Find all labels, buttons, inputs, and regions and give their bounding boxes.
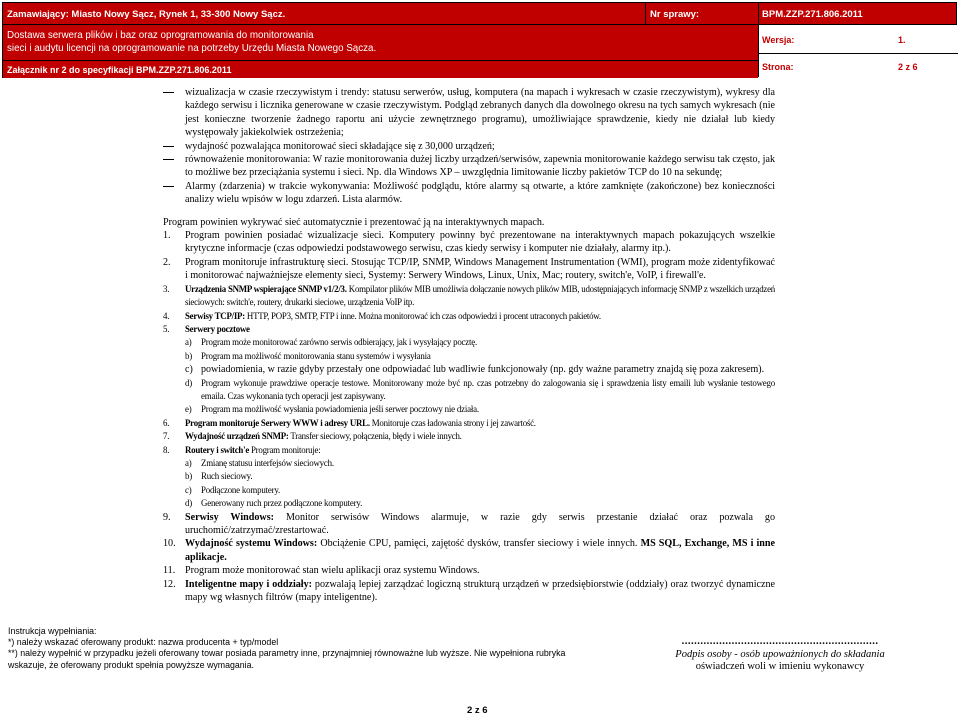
list-item: 3. Urządzenia SNMP wspierające SNMP v1/2/3. Kompilator plików MIB umożliwia dołączanie nowych plików MIB, udostępniających informację SNMP z wszelkich urządzeń sieciowych: switch'e, routery, drukarki sieciowe, urządzenia VoIP itp.	[163, 283, 775, 308]
order-description-line-1: Dostawa serwera plików i baz oraz oprogramowania do monitorowania	[7, 30, 314, 41]
list-item: 2. Program monitoruje infrastrukturę sieci. Stosując TCP/IP, SNMP, Windows Management Instrumentation (WMI), program może zidentyfikować i monitorować najważniejsze elementy sieci, Systemy: Serwery Windows, Linux, Unix, Mac; routery, switch'e, VoIP, i firewall'e.	[163, 256, 775, 282]
filling-instructions	[8, 626, 628, 671]
list-item: 8. Routery i switch'e Program monitoruje: a) Zmianę statusu interfejsów sieciowych. b) Ruch sieciowy. c) Podłączone komputery. d) Generowany ruch przez podłączone komputery.	[163, 444, 775, 511]
sub-item: c) powiadomienia, w razie gdyby przestały one odpowiadać lub wadliwie funkcjonowały (np. gdy ważne parametry znajdą się poza zakresem).	[185, 364, 765, 376]
signature-caption-1: Podpis osoby - osób upoważnionych do składania	[675, 648, 885, 660]
requirements-list	[163, 229, 775, 604]
order-description-line-2: sieci i audytu licencji na oprogramowanie na potrzeby Urzędu Miasta Nowego Sącza.	[7, 43, 377, 54]
attachment-label: Załącznik nr 2 do specyfikacji BPM.ZZP.271.806.2011	[7, 65, 232, 75]
page-number: 2 z 6	[467, 705, 488, 716]
mail-sublist	[185, 336, 775, 416]
list-item: 4. Serwisy TCP/IP: HTTP, POP3, SMTP, FTP i inne. Można monitorować ich czas odpowiedzi i procent utraconych pakietów.	[163, 310, 601, 321]
list-item: 1. Program powinien posiadać wizualizacje sieci. Komputery powinny być prezentowane na interaktywnych mapach pokazujących wszelkie krytyczne informacje (czas odpowiedzi podstawowego serwisu, czas kiedy serwisy i komputer nie działały, alarmy itp.).	[163, 230, 775, 255]
list-item: 7. Wydajność urządzeń SNMP: Transfer sieciowy, połączenia, błędy i wiele innych.	[163, 431, 462, 442]
header-divider-1	[645, 3, 646, 25]
instructions-note-3: wskazuje, że oferowany produkt spełnia powyższe wymagania.	[8, 659, 254, 670]
version-label: Wersja:	[762, 35, 795, 45]
list-item: 10. Wydajność systemu Windows: Obciążenie CPU, pamięci, zajętość dysków, transfer sieciowy i wiele innych. MS SQL, Exchange, MS i inne aplikacje.	[163, 538, 775, 563]
router-sublist	[185, 457, 775, 511]
version-divider	[758, 53, 958, 54]
dash-item: wizualizacja w czasie rzeczywistym i trendy: statusu serwerów, usług, komputera (na mapach i wykresach w czasie rzeczywistym), wykresy dla każdego serwisu i licznika generowane w czasie rzeczywistym. Podgląd zebranych danych dla dowolnego okresu na tych samych wykresach (nie jest konieczne tworzenie żadnego raportu ani użycie zewnętrznego programu), umożliwiające sprawdzenie, kiedy nie działał lub kiedy występowały jakiekolwiek ostrzeżenia;	[163, 86, 775, 140]
instructions-note-2: **) należy wypełnić w przypadku jeżeli oferowany towar posiada parametry inne, przynajmniej równoważne lub wyższe. Nie wypełniona rubryka	[8, 648, 566, 659]
version-box	[758, 25, 958, 78]
intro-paragraph: Program powinien wykrywać sieć automatycznie i prezentować ją na interaktywnych mapach.	[163, 216, 545, 228]
instructions-title: Instrukcja wypełniania:	[8, 626, 97, 636]
page-label: Strona:	[762, 62, 794, 72]
signature-block	[660, 636, 900, 674]
sub-item: e) Program ma możliwość wysłania powiadomienia jeśli serwer pocztowy nie działa.	[185, 404, 479, 415]
list-item: 6. Program monitoruje Serwery WWW i adresy URL. Monitoruje czas ładowania strony i jej zawartość.	[163, 417, 536, 428]
sub-item: c) Podłączone komputery.	[185, 484, 281, 495]
version-value: 1.	[898, 35, 906, 45]
dash-item: wydajność pozwalająca monitorować sieci składające się z 30,000 urządzeń;	[163, 140, 775, 153]
dash-item: równoważenie monitorowania: W razie monitorowania dużej liczby urządzeń/serwisów, zapewnia monitorowanie każdego serwisu tak często, jak to możliwe bez przeciążania systemu i sieci. Np. dla Windows XP – uwzględnia limitowanie liczby pakietów TCP do 10 na sekundę;	[163, 153, 775, 180]
list-item: 5. Serwery pocztowe a) Program może monitorować zarówno serwis odbierający, jak i wysyłający pocztę. b) Program ma możliwość monitorowania stanu systemów i wysyłania c) powiadomienia, w razie gdyby przestały one odpowiadać lub wadliwie funkcjonowały (np. gdy ważne parametry znajdą się poza zakresem). d) Program wykonuje prawdziwe operacje testowe. Monitorowany może być np. czas potrzebny do zalogowania się i sprawdzenia listy emaili lub wysłanie testowego emaila. Czas wykonania tych operacji jest zapisywany. e) Program ma możliwość wysłania powiadomienia jeśli serwer pocztowy nie działa.	[163, 323, 775, 417]
list-item: 11. Program może monitorować stan wielu aplikacji oraz systemu Windows.	[163, 565, 480, 577]
sub-item: a) Program może monitorować zarówno serwis odbierający, jak i wysyłający pocztę.	[185, 337, 478, 348]
list-item: 9. Serwisy Windows: Monitor serwisów Windows alarmuje, w razie gdy serwis przestanie działać oraz pozwala go uruchomić/zatrzymać/zrestartować.	[163, 511, 776, 536]
list-item: 12. Inteligentne mapy i oddziały: pozwalają lepiej zarządzać logiczną strukturą urządzeń w przedsiębiorstwie (oddziały) oraz tworzyć dynamiczne mapy wg własnych filtrów (mapy inteligentne).	[163, 578, 775, 604]
case-number-value: BPM.ZZP.271.806.2011	[762, 9, 863, 20]
sub-item: d) Program wykonuje prawdziwe operacje testowe. Monitorowany może być np. czas potrzebny do zalogowania się i sprawdzenia listy emaili lub wysłanie testowego emaila. Czas wykonania tych operacji jest zapisywany.	[185, 377, 775, 401]
header-divider-2	[758, 3, 759, 77]
feature-dash-list	[163, 86, 775, 207]
instructions-note-1: *) należy wskazać oferowany produkt: nazwa producenta + typ/model	[8, 637, 279, 648]
header-top-row	[3, 3, 956, 25]
sub-item: a) Zmianę statusu interfejsów sieciowych.	[185, 457, 334, 468]
document-header	[2, 2, 957, 78]
sub-item: b) Ruch sieciowy.	[185, 471, 253, 482]
sub-item: d) Generowany ruch przez podłączone komputery.	[185, 498, 363, 509]
case-number-label: Nr sprawy:	[650, 9, 700, 20]
sub-item: b) Program ma możliwość monitorowania stanu systemów i wysyłania	[185, 350, 431, 361]
dash-item: Alarmy (zdarzenia) w trakcie wykonywania: Możliwość podglądu, które alarmy są otwarte, a które zamknięte (zakończone) bez konieczności analizy wielu wpisów w logu zdarzeń. Lista alarmów.	[163, 180, 775, 207]
order-description	[7, 29, 376, 55]
page-value: 2 z 6	[898, 62, 918, 72]
signature-line: ...............................................................	[681, 636, 879, 647]
client-info: Zamawiający: Miasto Nowy Sącz, Rynek 1, 33-300 Nowy Sącz.	[7, 9, 286, 20]
signature-caption-2: oświadczeń woli w imieniu wykonawcy	[695, 661, 865, 672]
document-body	[163, 86, 775, 604]
